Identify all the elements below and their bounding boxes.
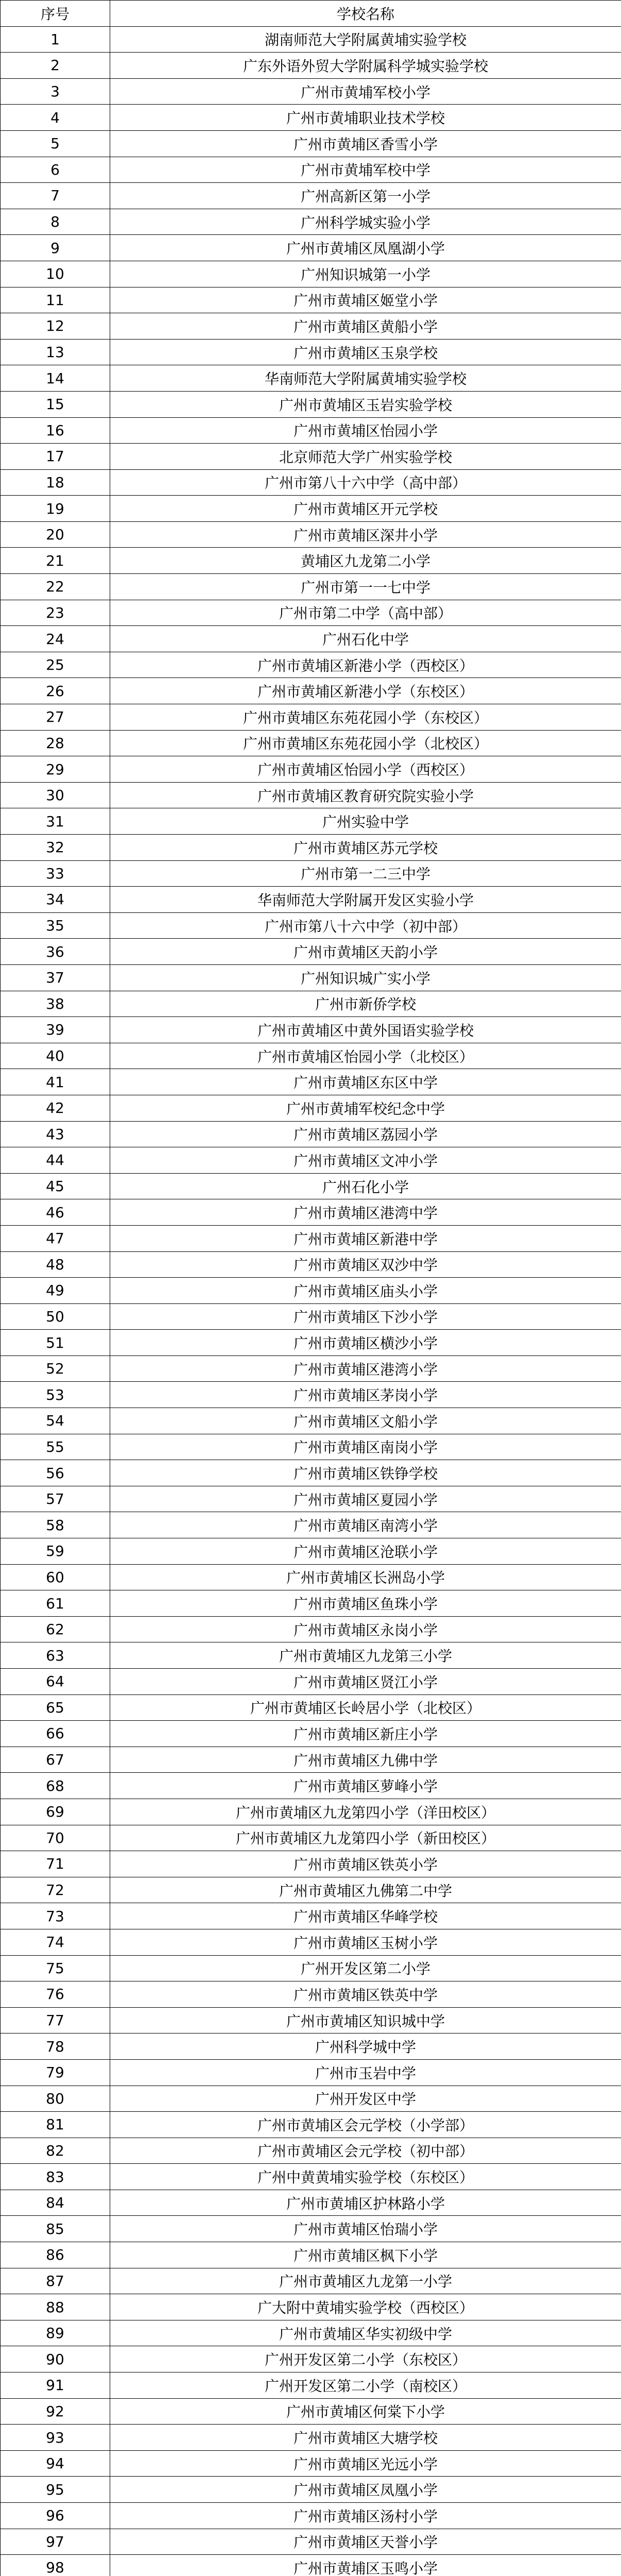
row-index: 81 bbox=[1, 2112, 110, 2138]
row-index: 68 bbox=[1, 1773, 110, 1799]
table-row bbox=[1, 1538, 621, 1565]
row-index: 26 bbox=[1, 678, 110, 704]
school-name: 广州市黄埔区永岗小学 bbox=[110, 1616, 621, 1642]
row-index: 41 bbox=[1, 1069, 110, 1095]
table-row bbox=[1, 678, 621, 704]
table-row bbox=[1, 2555, 621, 2576]
header-row bbox=[1, 1, 621, 27]
table-row bbox=[1, 1095, 621, 1121]
table-row bbox=[1, 1434, 621, 1460]
table-row bbox=[1, 1512, 621, 1538]
row-index: 92 bbox=[1, 2398, 110, 2425]
school-name: 广州市黄埔区知识城中学 bbox=[110, 2007, 621, 2033]
row-index: 45 bbox=[1, 1173, 110, 1199]
row-index: 46 bbox=[1, 1199, 110, 1226]
school-name: 广州市黄埔区会元学校（初中部） bbox=[110, 2138, 621, 2164]
table-row bbox=[1, 1043, 621, 1069]
table-row bbox=[1, 1199, 621, 1226]
row-index: 7 bbox=[1, 183, 110, 209]
row-index: 48 bbox=[1, 1251, 110, 1278]
row-index: 74 bbox=[1, 1929, 110, 1955]
school-name: 广州市黄埔职业技术学校 bbox=[110, 105, 621, 131]
table-row bbox=[1, 730, 621, 756]
school-name: 广州市黄埔区玉鸣小学 bbox=[110, 2555, 621, 2576]
school-name: 广州市黄埔区护林路小学 bbox=[110, 2190, 621, 2216]
row-index: 96 bbox=[1, 2503, 110, 2529]
table-row bbox=[1, 1173, 621, 1199]
table-row bbox=[1, 78, 621, 105]
row-index: 47 bbox=[1, 1225, 110, 1251]
table-row bbox=[1, 991, 621, 1017]
table-row bbox=[1, 2529, 621, 2555]
table-row bbox=[1, 235, 621, 261]
school-name: 广州科学城实验小学 bbox=[110, 209, 621, 235]
row-index: 23 bbox=[1, 600, 110, 626]
row-index: 54 bbox=[1, 1408, 110, 1434]
row-index: 64 bbox=[1, 1669, 110, 1695]
school-name: 广州开发区第二小学（南校区） bbox=[110, 2372, 621, 2399]
table-row bbox=[1, 496, 621, 522]
table-row bbox=[1, 1408, 621, 1434]
row-index: 34 bbox=[1, 887, 110, 913]
row-index: 22 bbox=[1, 574, 110, 600]
row-index: 72 bbox=[1, 1877, 110, 1903]
row-index: 6 bbox=[1, 157, 110, 183]
school-name: 广州市新侨学校 bbox=[110, 991, 621, 1017]
row-index: 84 bbox=[1, 2190, 110, 2216]
table-row bbox=[1, 1669, 621, 1695]
row-index: 94 bbox=[1, 2450, 110, 2477]
school-name: 广大附中黄埔实验学校（西校区） bbox=[110, 2294, 621, 2320]
school-name: 广州市黄埔区荔园小学 bbox=[110, 1121, 621, 1147]
row-index: 77 bbox=[1, 2007, 110, 2033]
table-row bbox=[1, 2425, 621, 2451]
row-index: 98 bbox=[1, 2555, 110, 2576]
table-row bbox=[1, 2033, 621, 2060]
table-row bbox=[1, 1773, 621, 1799]
row-index: 88 bbox=[1, 2294, 110, 2320]
row-index: 89 bbox=[1, 2320, 110, 2346]
school-name: 广州市黄埔区华峰学校 bbox=[110, 1903, 621, 1929]
school-name: 广州市黄埔区双沙中学 bbox=[110, 1251, 621, 1278]
row-index: 33 bbox=[1, 860, 110, 887]
table-row bbox=[1, 626, 621, 652]
table-row bbox=[1, 2242, 621, 2268]
table-row bbox=[1, 1825, 621, 1851]
row-index: 65 bbox=[1, 1694, 110, 1721]
index-header: 序号 bbox=[1, 1, 110, 27]
school-name: 广州市黄埔区九龙第四小学（洋田校区） bbox=[110, 1799, 621, 1825]
school-name: 广州高新区第一小学 bbox=[110, 183, 621, 209]
row-index: 17 bbox=[1, 444, 110, 470]
school-name: 广州市黄埔区沧联小学 bbox=[110, 1538, 621, 1565]
table-row bbox=[1, 1017, 621, 1043]
school-name: 广州市黄埔区茅岗小学 bbox=[110, 1382, 621, 1408]
row-index: 28 bbox=[1, 730, 110, 756]
school-name: 广州市黄埔区九佛中学 bbox=[110, 1747, 621, 1773]
table-row bbox=[1, 2294, 621, 2320]
table-row bbox=[1, 835, 621, 861]
row-index: 38 bbox=[1, 991, 110, 1017]
school-name: 广州市黄埔区玉树小学 bbox=[110, 1929, 621, 1955]
school-name: 广州市黄埔区玉泉学校 bbox=[110, 339, 621, 365]
table-row bbox=[1, 1121, 621, 1147]
school-name: 广州市黄埔区新庄小学 bbox=[110, 1721, 621, 1747]
row-index: 8 bbox=[1, 209, 110, 235]
row-index: 93 bbox=[1, 2425, 110, 2451]
row-index: 71 bbox=[1, 1851, 110, 1877]
row-index: 24 bbox=[1, 626, 110, 652]
table-row bbox=[1, 2112, 621, 2138]
table-row bbox=[1, 912, 621, 939]
row-index: 9 bbox=[1, 235, 110, 261]
school-name: 广州石化中学 bbox=[110, 626, 621, 652]
row-index: 4 bbox=[1, 105, 110, 131]
row-index: 73 bbox=[1, 1903, 110, 1929]
row-index: 31 bbox=[1, 808, 110, 835]
table-row bbox=[1, 1225, 621, 1251]
row-index: 63 bbox=[1, 1642, 110, 1669]
row-index: 85 bbox=[1, 2216, 110, 2242]
table-row bbox=[1, 469, 621, 496]
table-row bbox=[1, 1460, 621, 1486]
table-row bbox=[1, 548, 621, 574]
row-index: 76 bbox=[1, 1981, 110, 2008]
school-name: 广州市黄埔区萝峰小学 bbox=[110, 1773, 621, 1799]
school-name: 广州市黄埔区怡园小学 bbox=[110, 417, 621, 444]
row-index: 61 bbox=[1, 1590, 110, 1617]
table-row bbox=[1, 1069, 621, 1095]
row-index: 21 bbox=[1, 548, 110, 574]
school-name: 华南师范大学附属黄埔实验学校 bbox=[110, 365, 621, 392]
school-name: 广州市黄埔区鱼珠小学 bbox=[110, 1590, 621, 1617]
table-row bbox=[1, 887, 621, 913]
table-row bbox=[1, 1303, 621, 1330]
row-index: 36 bbox=[1, 939, 110, 965]
table-row bbox=[1, 1981, 621, 2008]
school-name: 广州市黄埔区贤江小学 bbox=[110, 1669, 621, 1695]
row-index: 59 bbox=[1, 1538, 110, 1565]
school-name: 广州市黄埔区汤村小学 bbox=[110, 2503, 621, 2529]
table-row bbox=[1, 1851, 621, 1877]
table-row bbox=[1, 1330, 621, 1356]
school-name: 广州市第一一七中学 bbox=[110, 574, 621, 600]
table-row bbox=[1, 365, 621, 392]
table-row bbox=[1, 2372, 621, 2399]
table-row bbox=[1, 1486, 621, 1512]
row-index: 43 bbox=[1, 1121, 110, 1147]
school-name: 广州市黄埔区香雪小学 bbox=[110, 130, 621, 157]
table-row bbox=[1, 1278, 621, 1304]
school-name: 广州市黄埔区教育研究院实验小学 bbox=[110, 782, 621, 808]
row-index: 16 bbox=[1, 417, 110, 444]
school-name: 广州开发区第二小学（东校区） bbox=[110, 2346, 621, 2372]
row-index: 10 bbox=[1, 261, 110, 287]
table-row bbox=[1, 2450, 621, 2477]
school-name: 广州市黄埔区东苑花园小学（北校区） bbox=[110, 730, 621, 756]
table-row bbox=[1, 1616, 621, 1642]
row-index: 32 bbox=[1, 835, 110, 861]
table-row bbox=[1, 1382, 621, 1408]
table-row bbox=[1, 1251, 621, 1278]
table-row bbox=[1, 756, 621, 783]
school-name: 广州市黄埔区文冲小学 bbox=[110, 1147, 621, 1174]
school-name: 广州市黄埔区铁英小学 bbox=[110, 1851, 621, 1877]
school-name: 广州市黄埔区长洲岛小学 bbox=[110, 1564, 621, 1590]
school-name: 广州市黄埔区苏元学校 bbox=[110, 835, 621, 861]
table-row bbox=[1, 105, 621, 131]
school-name: 广州市黄埔区文船小学 bbox=[110, 1408, 621, 1434]
school-name: 广州市第二中学（高中部） bbox=[110, 600, 621, 626]
table-row bbox=[1, 1799, 621, 1825]
school-name: 广州知识城广实小学 bbox=[110, 964, 621, 991]
table-row bbox=[1, 2503, 621, 2529]
school-name: 广州市黄埔区玉岩实验学校 bbox=[110, 391, 621, 417]
table-row bbox=[1, 2190, 621, 2216]
school-name: 广州市黄埔区横沙小学 bbox=[110, 1330, 621, 1356]
row-index: 30 bbox=[1, 782, 110, 808]
school-name: 广东外语外贸大学附属科学城实验学校 bbox=[110, 53, 621, 79]
school-name: 广州市黄埔区九龙第一小学 bbox=[110, 2268, 621, 2294]
row-index: 49 bbox=[1, 1278, 110, 1304]
row-index: 35 bbox=[1, 912, 110, 939]
school-name: 广州市黄埔区铁铮学校 bbox=[110, 1460, 621, 1486]
school-name: 广州市黄埔区新港小学（东校区） bbox=[110, 678, 621, 704]
table-row bbox=[1, 1877, 621, 1903]
table-row bbox=[1, 157, 621, 183]
row-index: 51 bbox=[1, 1330, 110, 1356]
table-row bbox=[1, 2320, 621, 2346]
table-row bbox=[1, 600, 621, 626]
table-row bbox=[1, 1903, 621, 1929]
table-row bbox=[1, 2059, 621, 2086]
school-name: 广州市黄埔区夏园小学 bbox=[110, 1486, 621, 1512]
row-index: 19 bbox=[1, 496, 110, 522]
row-index: 57 bbox=[1, 1486, 110, 1512]
table-row bbox=[1, 1721, 621, 1747]
school-name: 广州知识城第一小学 bbox=[110, 261, 621, 287]
school-name: 广州石化小学 bbox=[110, 1173, 621, 1199]
school-name: 北京师范大学广州实验学校 bbox=[110, 444, 621, 470]
row-index: 55 bbox=[1, 1434, 110, 1460]
row-index: 67 bbox=[1, 1747, 110, 1773]
row-index: 80 bbox=[1, 2086, 110, 2112]
school-name: 广州科学城中学 bbox=[110, 2033, 621, 2060]
row-index: 66 bbox=[1, 1721, 110, 1747]
school-name: 广州市黄埔区新港小学（西校区） bbox=[110, 652, 621, 678]
table-row bbox=[1, 808, 621, 835]
school-name: 广州市黄埔区庙头小学 bbox=[110, 1278, 621, 1304]
table-row bbox=[1, 1747, 621, 1773]
school-name: 广州市黄埔区东苑花园小学（东校区） bbox=[110, 704, 621, 731]
school-name: 广州市黄埔区黄船小学 bbox=[110, 313, 621, 340]
school-name-header: 学校名称 bbox=[110, 1, 621, 27]
school-name: 广州市黄埔区南岗小学 bbox=[110, 1434, 621, 1460]
table-row bbox=[1, 1564, 621, 1590]
row-index: 27 bbox=[1, 704, 110, 731]
table-row bbox=[1, 26, 621, 53]
table-row bbox=[1, 652, 621, 678]
row-index: 2 bbox=[1, 53, 110, 79]
row-index: 42 bbox=[1, 1095, 110, 1121]
school-name: 广州市黄埔军校小学 bbox=[110, 78, 621, 105]
table-row bbox=[1, 2398, 621, 2425]
table-row bbox=[1, 287, 621, 313]
table-row bbox=[1, 2477, 621, 2503]
school-name: 广州市黄埔区姬堂小学 bbox=[110, 287, 621, 313]
table-row bbox=[1, 1694, 621, 1721]
table-row bbox=[1, 2216, 621, 2242]
row-index: 29 bbox=[1, 756, 110, 783]
row-index: 25 bbox=[1, 652, 110, 678]
table-row bbox=[1, 53, 621, 79]
row-index: 62 bbox=[1, 1616, 110, 1642]
table-row bbox=[1, 1355, 621, 1382]
school-name: 广州市黄埔区新港中学 bbox=[110, 1225, 621, 1251]
table-row bbox=[1, 2268, 621, 2294]
row-index: 39 bbox=[1, 1017, 110, 1043]
table-row bbox=[1, 1642, 621, 1669]
table-row bbox=[1, 261, 621, 287]
table-row bbox=[1, 417, 621, 444]
table-row bbox=[1, 313, 621, 340]
table-row bbox=[1, 2138, 621, 2164]
school-name: 广州市黄埔区会元学校（小学部） bbox=[110, 2112, 621, 2138]
row-index: 11 bbox=[1, 287, 110, 313]
table-row bbox=[1, 1147, 621, 1174]
school-name: 广州市黄埔区南湾小学 bbox=[110, 1512, 621, 1538]
row-index: 44 bbox=[1, 1147, 110, 1174]
table-row bbox=[1, 2086, 621, 2112]
school-name: 广州市黄埔区下沙小学 bbox=[110, 1303, 621, 1330]
row-index: 83 bbox=[1, 2164, 110, 2190]
row-index: 70 bbox=[1, 1825, 110, 1851]
table-row bbox=[1, 1590, 621, 1617]
school-name: 广州市黄埔区深井小学 bbox=[110, 521, 621, 548]
table-row bbox=[1, 1929, 621, 1955]
row-index: 52 bbox=[1, 1355, 110, 1382]
row-index: 12 bbox=[1, 313, 110, 340]
school-name: 广州市黄埔区港湾小学 bbox=[110, 1355, 621, 1382]
table-row bbox=[1, 964, 621, 991]
row-index: 95 bbox=[1, 2477, 110, 2503]
table-row bbox=[1, 339, 621, 365]
table-row bbox=[1, 2164, 621, 2190]
school-name: 广州市黄埔区枫下小学 bbox=[110, 2242, 621, 2268]
table-row bbox=[1, 704, 621, 731]
row-index: 3 bbox=[1, 78, 110, 105]
row-index: 69 bbox=[1, 1799, 110, 1825]
row-index: 79 bbox=[1, 2059, 110, 2086]
school-name: 广州市黄埔区天誉小学 bbox=[110, 2529, 621, 2555]
row-index: 78 bbox=[1, 2033, 110, 2060]
row-index: 50 bbox=[1, 1303, 110, 1330]
school-name: 广州市第八十六中学（高中部） bbox=[110, 469, 621, 496]
row-index: 87 bbox=[1, 2268, 110, 2294]
school-name: 广州市黄埔军校中学 bbox=[110, 157, 621, 183]
school-name: 广州市玉岩中学 bbox=[110, 2059, 621, 2086]
row-index: 5 bbox=[1, 130, 110, 157]
school-name: 广州市黄埔区怡园小学（北校区） bbox=[110, 1043, 621, 1069]
row-index: 97 bbox=[1, 2529, 110, 2555]
school-name: 广州开发区中学 bbox=[110, 2086, 621, 2112]
school-name: 广州市第一二三中学 bbox=[110, 860, 621, 887]
school-name: 广州开发区第二小学 bbox=[110, 1955, 621, 1981]
table-row bbox=[1, 183, 621, 209]
school-name: 广州市黄埔区凤凰湖小学 bbox=[110, 235, 621, 261]
row-index: 82 bbox=[1, 2138, 110, 2164]
row-index: 20 bbox=[1, 521, 110, 548]
school-name: 广州市第八十六中学（初中部） bbox=[110, 912, 621, 939]
row-index: 53 bbox=[1, 1382, 110, 1408]
school-name: 广州市黄埔区怡瑞小学 bbox=[110, 2216, 621, 2242]
school-name: 广州市黄埔区凤凰小学 bbox=[110, 2477, 621, 2503]
school-name: 广州市黄埔区中黄外国语实验学校 bbox=[110, 1017, 621, 1043]
table-row bbox=[1, 444, 621, 470]
row-index: 56 bbox=[1, 1460, 110, 1486]
row-index: 14 bbox=[1, 365, 110, 392]
row-index: 1 bbox=[1, 26, 110, 53]
school-name: 广州市黄埔区何棠下小学 bbox=[110, 2398, 621, 2425]
row-index: 37 bbox=[1, 964, 110, 991]
school-name: 广州市黄埔区九龙第四小学（新田校区） bbox=[110, 1825, 621, 1851]
table-row bbox=[1, 521, 621, 548]
school-name: 广州市黄埔区九龙第三小学 bbox=[110, 1642, 621, 1669]
row-index: 13 bbox=[1, 339, 110, 365]
school-name: 华南师范大学附属开发区实验小学 bbox=[110, 887, 621, 913]
table-row bbox=[1, 130, 621, 157]
row-index: 86 bbox=[1, 2242, 110, 2268]
school-name: 广州市黄埔军校纪念中学 bbox=[110, 1095, 621, 1121]
table-row bbox=[1, 782, 621, 808]
table-body bbox=[1, 26, 621, 2576]
school-name: 湖南师范大学附属黄埔实验学校 bbox=[110, 26, 621, 53]
table-row bbox=[1, 209, 621, 235]
school-name: 黄埔区九龙第二小学 bbox=[110, 548, 621, 574]
row-index: 15 bbox=[1, 391, 110, 417]
row-index: 40 bbox=[1, 1043, 110, 1069]
school-name: 广州市黄埔区长岭居小学（北校区） bbox=[110, 1694, 621, 1721]
row-index: 60 bbox=[1, 1564, 110, 1590]
school-name: 广州市黄埔区天韵小学 bbox=[110, 939, 621, 965]
row-index: 75 bbox=[1, 1955, 110, 1981]
school-name: 广州市黄埔区华实初级中学 bbox=[110, 2320, 621, 2346]
row-index: 18 bbox=[1, 469, 110, 496]
school-name: 广州市黄埔区大塘学校 bbox=[110, 2425, 621, 2451]
school-name: 广州实验中学 bbox=[110, 808, 621, 835]
school-name: 广州市黄埔区铁英中学 bbox=[110, 1981, 621, 2008]
table-row bbox=[1, 939, 621, 965]
table-row bbox=[1, 2346, 621, 2372]
school-name: 广州市黄埔区怡园小学（西校区） bbox=[110, 756, 621, 783]
row-index: 58 bbox=[1, 1512, 110, 1538]
row-index: 91 bbox=[1, 2372, 110, 2399]
school-name: 广州市黄埔区港湾中学 bbox=[110, 1199, 621, 1226]
school-name: 广州市黄埔区开元学校 bbox=[110, 496, 621, 522]
table-row bbox=[1, 391, 621, 417]
row-index: 90 bbox=[1, 2346, 110, 2372]
table-row bbox=[1, 2007, 621, 2033]
school-name: 广州市黄埔区光远小学 bbox=[110, 2450, 621, 2477]
table-row bbox=[1, 860, 621, 887]
school-name: 广州中黄黄埔实验学校（东校区） bbox=[110, 2164, 621, 2190]
table-row bbox=[1, 1955, 621, 1981]
table-row bbox=[1, 574, 621, 600]
school-name: 广州市黄埔区九佛第二中学 bbox=[110, 1877, 621, 1903]
school-name: 广州市黄埔区东区中学 bbox=[110, 1069, 621, 1095]
